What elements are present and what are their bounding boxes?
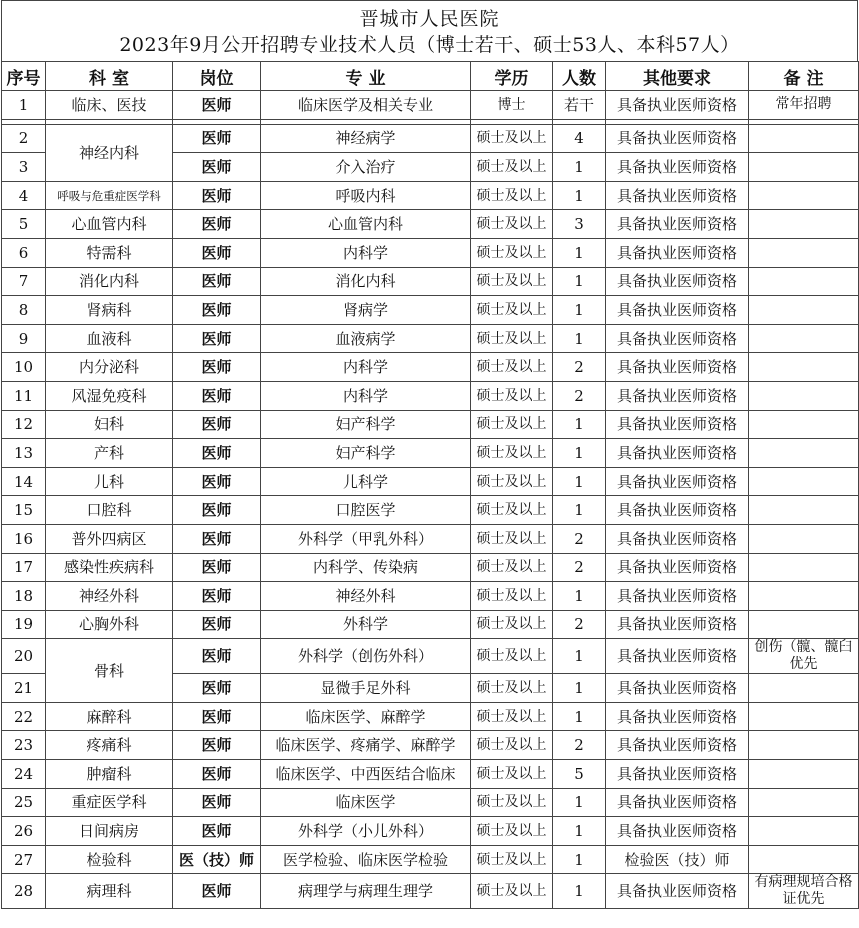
cell-requirements: 具备执业医师资格	[606, 181, 749, 210]
cell-position: 医师	[173, 91, 261, 120]
cell-requirements: 具备执业医师资格	[606, 91, 749, 120]
cell-major: 外科学（小儿外科）	[261, 817, 471, 846]
cell-requirements: 具备执业医师资格	[606, 760, 749, 789]
cell-requirements: 具备执业医师资格	[606, 524, 749, 553]
cell-count: 1	[553, 238, 606, 267]
cell-notes	[749, 124, 859, 153]
table-row	[2, 124, 859, 153]
cell-count: 1	[553, 874, 606, 909]
cell-count: 1	[553, 817, 606, 846]
cell-requirements: 具备执业医师资格	[606, 210, 749, 239]
cell-no: 23	[2, 731, 46, 760]
table-row	[2, 524, 859, 553]
cell-requirements: 具备执业医师资格	[606, 817, 749, 846]
cell-education: 硕士及以上	[471, 296, 553, 325]
cell-education: 硕士及以上	[471, 582, 553, 611]
cell-position: 医师	[173, 210, 261, 239]
cell-requirements: 具备执业医师资格	[606, 702, 749, 731]
cell-dept: 心胸外科	[46, 610, 173, 639]
cell-position: 医师	[173, 731, 261, 760]
cell-count: 1	[553, 639, 606, 674]
header-row	[2, 62, 859, 91]
cell-count: 若干	[553, 91, 606, 120]
cell-education: 硕士及以上	[471, 760, 553, 789]
cell-education: 硕士及以上	[471, 639, 553, 674]
cell-count: 2	[553, 524, 606, 553]
cell-count: 4	[553, 124, 606, 153]
cell-dept: 疼痛科	[46, 731, 173, 760]
cell-notes	[749, 381, 859, 410]
table-row	[2, 610, 859, 639]
cell-notes	[749, 496, 859, 525]
cell-education: 硕士及以上	[471, 817, 553, 846]
cell-major: 血液病学	[261, 324, 471, 353]
cell-notes	[749, 238, 859, 267]
cell-major: 医学检验、临床医学检验	[261, 845, 471, 874]
cell-count: 2	[553, 381, 606, 410]
cell-dept: 呼吸与危重症医学科	[46, 181, 173, 210]
cell-no: 10	[2, 353, 46, 382]
cell-no: 7	[2, 267, 46, 296]
cell-no: 25	[2, 788, 46, 817]
cell-requirements: 具备执业医师资格	[606, 353, 749, 382]
cell-position: 医师	[173, 674, 261, 703]
cell-major: 肾病学	[261, 296, 471, 325]
table-row	[2, 845, 859, 874]
cell-major: 内科学、传染病	[261, 553, 471, 582]
cell-position: 医师	[173, 267, 261, 296]
cell-dept: 麻醉科	[46, 702, 173, 731]
table-row	[2, 496, 859, 525]
cell-requirements: 具备执业医师资格	[606, 324, 749, 353]
cell-notes: 有病理规培合格证优先	[749, 874, 859, 909]
cell-major: 病理学与病理生理学	[261, 874, 471, 909]
cell-education: 硕士及以上	[471, 467, 553, 496]
cell-dept: 内分泌科	[46, 353, 173, 382]
cell-count: 1	[553, 702, 606, 731]
table-row	[2, 324, 859, 353]
cell-count: 1	[553, 153, 606, 182]
cell-count: 1	[553, 324, 606, 353]
cell-position: 医师	[173, 874, 261, 909]
cell-education: 博士	[471, 91, 553, 120]
cell-major: 外科学（甲乳外科）	[261, 524, 471, 553]
table-row	[2, 210, 859, 239]
cell-major: 妇产科学	[261, 439, 471, 468]
cell-position: 医师	[173, 760, 261, 789]
table-row	[2, 439, 859, 468]
cell-dept: 妇科	[46, 410, 173, 439]
cell-count: 1	[553, 582, 606, 611]
cell-count: 3	[553, 210, 606, 239]
cell-position: 医师	[173, 524, 261, 553]
cell-education: 硕士及以上	[471, 553, 553, 582]
cell-no: 4	[2, 181, 46, 210]
cell-position: 医师	[173, 296, 261, 325]
table-row	[2, 381, 859, 410]
cell-major: 神经外科	[261, 582, 471, 611]
table-row	[2, 731, 859, 760]
cell-dept: 产科	[46, 439, 173, 468]
cell-count: 1	[553, 267, 606, 296]
cell-no: 16	[2, 524, 46, 553]
cell-major: 临床医学	[261, 788, 471, 817]
cell-count: 1	[553, 467, 606, 496]
cell-dept: 骨科	[46, 639, 173, 703]
cell-no: 22	[2, 702, 46, 731]
cell-no: 11	[2, 381, 46, 410]
cell-notes	[749, 524, 859, 553]
cell-education: 硕士及以上	[471, 124, 553, 153]
title-hospital: 晋城市人民医院	[359, 8, 500, 30]
cell-no: 8	[2, 296, 46, 325]
cell-requirements: 具备执业医师资格	[606, 639, 749, 674]
cell-no: 9	[2, 324, 46, 353]
cell-count: 1	[553, 410, 606, 439]
cell-education: 硕士及以上	[471, 181, 553, 210]
cell-position: 医师	[173, 410, 261, 439]
cell-requirements: 具备执业医师资格	[606, 610, 749, 639]
table-row	[2, 410, 859, 439]
cell-notes	[749, 410, 859, 439]
cell-notes	[749, 817, 859, 846]
cell-major: 呼吸内科	[261, 181, 471, 210]
cell-count: 2	[553, 731, 606, 760]
cell-no: 17	[2, 553, 46, 582]
table-row	[2, 817, 859, 846]
cell-major: 临床医学、中西医结合临床	[261, 760, 471, 789]
cell-major: 外科学	[261, 610, 471, 639]
cell-position: 医师	[173, 324, 261, 353]
cell-major: 内科学	[261, 238, 471, 267]
cell-education: 硕士及以上	[471, 381, 553, 410]
cell-notes	[749, 610, 859, 639]
cell-position: 医师	[173, 553, 261, 582]
cell-no: 6	[2, 238, 46, 267]
cell-major: 临床医学、疼痛学、麻醉学	[261, 731, 471, 760]
cell-count: 1	[553, 296, 606, 325]
cell-count: 1	[553, 496, 606, 525]
table-body	[2, 91, 859, 909]
cell-requirements: 具备执业医师资格	[606, 467, 749, 496]
cell-requirements: 具备执业医师资格	[606, 267, 749, 296]
cell-education: 硕士及以上	[471, 496, 553, 525]
cell-dept: 神经外科	[46, 582, 173, 611]
cell-education: 硕士及以上	[471, 874, 553, 909]
cell-dept: 检验科	[46, 845, 173, 874]
cell-notes	[749, 788, 859, 817]
cell-notes	[749, 324, 859, 353]
cell-position: 医师	[173, 610, 261, 639]
header-major: 专 业	[261, 62, 471, 91]
cell-notes	[749, 353, 859, 382]
cell-no: 26	[2, 817, 46, 846]
cell-count: 1	[553, 788, 606, 817]
cell-position: 医师	[173, 496, 261, 525]
cell-position: 医师	[173, 702, 261, 731]
cell-position: 医师	[173, 353, 261, 382]
table-row	[2, 553, 859, 582]
cell-requirements: 具备执业医师资格	[606, 153, 749, 182]
cell-education: 硕士及以上	[471, 153, 553, 182]
cell-education: 硕士及以上	[471, 210, 553, 239]
header-no: 序号	[2, 62, 46, 91]
cell-major: 神经病学	[261, 124, 471, 153]
cell-position: 医师	[173, 582, 261, 611]
cell-notes	[749, 582, 859, 611]
cell-major: 妇产科学	[261, 410, 471, 439]
table-row	[2, 296, 859, 325]
cell-position: 医（技）师	[173, 845, 261, 874]
recruitment-sheet	[1, 0, 858, 909]
table-row	[2, 238, 859, 267]
cell-no: 5	[2, 210, 46, 239]
header-dept: 科 室	[46, 62, 173, 91]
cell-no: 21	[2, 674, 46, 703]
cell-count: 1	[553, 439, 606, 468]
cell-dept: 消化内科	[46, 267, 173, 296]
cell-education: 硕士及以上	[471, 788, 553, 817]
header-education: 学历	[471, 62, 553, 91]
cell-dept: 感染性疾病科	[46, 553, 173, 582]
header-count: 人数	[553, 62, 606, 91]
cell-dept: 风湿免疫科	[46, 381, 173, 410]
cell-no: 20	[2, 639, 46, 674]
cell-notes	[749, 439, 859, 468]
cell-requirements: 具备执业医师资格	[606, 553, 749, 582]
cell-education: 硕士及以上	[471, 353, 553, 382]
cell-major: 介入治疗	[261, 153, 471, 182]
cell-education: 硕士及以上	[471, 439, 553, 468]
cell-education: 硕士及以上	[471, 674, 553, 703]
cell-notes	[749, 760, 859, 789]
cell-dept: 神经内科	[46, 124, 173, 181]
cell-dept: 临床、医技	[46, 91, 173, 120]
cell-count: 1	[553, 181, 606, 210]
cell-notes	[749, 674, 859, 703]
cell-major: 心血管内科	[261, 210, 471, 239]
table-row	[2, 788, 859, 817]
cell-requirements: 具备执业医师资格	[606, 439, 749, 468]
cell-dept: 特需科	[46, 238, 173, 267]
cell-dept: 血液科	[46, 324, 173, 353]
cell-no: 18	[2, 582, 46, 611]
cell-no: 28	[2, 874, 46, 909]
cell-requirements: 具备执业医师资格	[606, 582, 749, 611]
cell-major: 口腔医学	[261, 496, 471, 525]
cell-requirements: 检验医（技）师	[606, 845, 749, 874]
cell-major: 消化内科	[261, 267, 471, 296]
cell-position: 医师	[173, 639, 261, 674]
cell-notes: 常年招聘	[749, 91, 859, 120]
cell-notes	[749, 210, 859, 239]
header-notes: 备 注	[749, 62, 859, 91]
cell-education: 硕士及以上	[471, 324, 553, 353]
header-requirements: 其他要求	[606, 62, 749, 91]
table-row	[2, 874, 859, 909]
cell-position: 医师	[173, 381, 261, 410]
cell-count: 5	[553, 760, 606, 789]
cell-position: 医师	[173, 153, 261, 182]
cell-major: 儿科学	[261, 467, 471, 496]
table-row	[2, 639, 859, 674]
cell-notes	[749, 731, 859, 760]
cell-no: 12	[2, 410, 46, 439]
cell-no: 2	[2, 124, 46, 153]
cell-major: 临床医学及相关专业	[261, 91, 471, 120]
table-row	[2, 467, 859, 496]
cell-requirements: 具备执业医师资格	[606, 238, 749, 267]
cell-major: 内科学	[261, 381, 471, 410]
cell-position: 医师	[173, 439, 261, 468]
cell-no: 14	[2, 467, 46, 496]
cell-requirements: 具备执业医师资格	[606, 124, 749, 153]
cell-requirements: 具备执业医师资格	[606, 296, 749, 325]
cell-education: 硕士及以上	[471, 610, 553, 639]
cell-notes	[749, 181, 859, 210]
cell-no: 3	[2, 153, 46, 182]
cell-education: 硕士及以上	[471, 702, 553, 731]
cell-no: 15	[2, 496, 46, 525]
cell-notes	[749, 702, 859, 731]
cell-requirements: 具备执业医师资格	[606, 381, 749, 410]
table-row	[2, 91, 859, 120]
cell-requirements: 具备执业医师资格	[606, 788, 749, 817]
cell-notes	[749, 153, 859, 182]
cell-no: 19	[2, 610, 46, 639]
cell-notes	[749, 553, 859, 582]
cell-count: 2	[553, 353, 606, 382]
cell-position: 医师	[173, 181, 261, 210]
cell-education: 硕士及以上	[471, 267, 553, 296]
table-row	[2, 353, 859, 382]
cell-education: 硕士及以上	[471, 238, 553, 267]
cell-notes	[749, 845, 859, 874]
cell-dept: 普外四病区	[46, 524, 173, 553]
cell-major: 内科学	[261, 353, 471, 382]
cell-education: 硕士及以上	[471, 845, 553, 874]
cell-major: 临床医学、麻醉学	[261, 702, 471, 731]
cell-requirements: 具备执业医师资格	[606, 410, 749, 439]
cell-no: 24	[2, 760, 46, 789]
cell-dept: 口腔科	[46, 496, 173, 525]
cell-education: 硕士及以上	[471, 731, 553, 760]
cell-no: 1	[2, 91, 46, 120]
cell-dept: 肾病科	[46, 296, 173, 325]
cell-dept: 心血管内科	[46, 210, 173, 239]
cell-count: 1	[553, 845, 606, 874]
cell-dept: 日间病房	[46, 817, 173, 846]
cell-count: 2	[553, 610, 606, 639]
cell-dept: 儿科	[46, 467, 173, 496]
cell-education: 硕士及以上	[471, 410, 553, 439]
recruitment-table	[1, 61, 859, 909]
cell-position: 医师	[173, 817, 261, 846]
cell-requirements: 具备执业医师资格	[606, 874, 749, 909]
cell-count: 2	[553, 553, 606, 582]
cell-position: 医师	[173, 124, 261, 153]
cell-notes: 创伤（髋、髋臼优先	[749, 639, 859, 674]
cell-requirements: 具备执业医师资格	[606, 496, 749, 525]
cell-requirements: 具备执业医师资格	[606, 674, 749, 703]
title-subtitle: 2023年9月公开招聘专业技术人员（博士若干、硕士53人、本科57人）	[119, 34, 740, 56]
table-row	[2, 181, 859, 210]
cell-notes	[749, 467, 859, 496]
sheet-title	[1, 0, 858, 61]
cell-dept: 重症医学科	[46, 788, 173, 817]
table-row	[2, 760, 859, 789]
cell-major: 显微手足外科	[261, 674, 471, 703]
cell-position: 医师	[173, 238, 261, 267]
cell-notes	[749, 267, 859, 296]
cell-requirements: 具备执业医师资格	[606, 731, 749, 760]
table-row	[2, 702, 859, 731]
table-row	[2, 267, 859, 296]
cell-dept: 肿瘤科	[46, 760, 173, 789]
table-row	[2, 582, 859, 611]
cell-position: 医师	[173, 788, 261, 817]
cell-education: 硕士及以上	[471, 524, 553, 553]
cell-notes	[749, 296, 859, 325]
cell-count: 1	[553, 674, 606, 703]
header-position: 岗位	[173, 62, 261, 91]
cell-dept: 病理科	[46, 874, 173, 909]
cell-major: 外科学（创伤外科）	[261, 639, 471, 674]
cell-no: 27	[2, 845, 46, 874]
cell-no: 13	[2, 439, 46, 468]
cell-position: 医师	[173, 467, 261, 496]
